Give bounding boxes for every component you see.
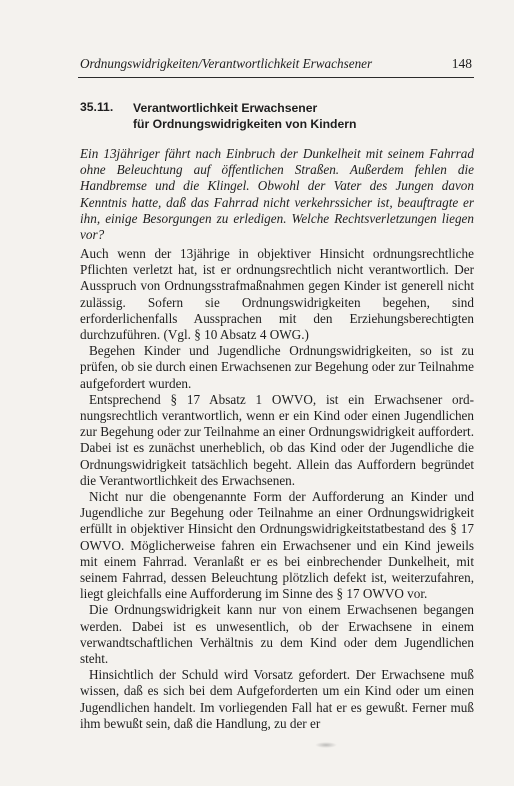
section-title-line-1: Verantwortlichkeit Erwachsener — [133, 101, 318, 115]
case-question: Ein 13jähriger fährt nach Einbruch der Dunkelheit mit seinem Fahrrad ohne Beleuchtung auf öffentlichen Straßen. Außerdem fehlen die Handbremse und die Klingel. Obwohl der Vater des Jungen davon Kenntnis hatte, daß das Fahrrad nicht verkehrssicher ist, beauftragte er ihn, einige Besorgungen zu erledigen. Welche Rechtsverletzungen liegen vor? — [80, 146, 474, 243]
paragraph-5: Die Ordnungswidrigkeit kann nur von einem Erwachsenen begangen werden. Dabei ist es unwesentlich, ob der Erwachsene in einem verwandtschaftlichen Verhältnis zu dem Kind oder dem Jugendlichen steht. — [80, 602, 474, 667]
running-header — [80, 56, 472, 72]
page-number: 148 — [451, 56, 472, 71]
section-number: 35.11. — [80, 100, 114, 114]
section-title — [133, 100, 356, 132]
running-title: Ordnungswidrigkeiten/Verantwortlichkeit Erwachsener — [80, 56, 373, 71]
scan-smudge — [315, 742, 337, 748]
paragraph-2: Begehen Kinder und Jugendliche Ordnungswidrigkeiten, so ist zu prüfen, ob sie durch einen Erwachsenen zur Begehung oder zur Teilnahme aufgefordert wurden. — [80, 343, 474, 391]
section-title-line-2: für Ordnungswidrigkeiten von Kindern — [133, 117, 357, 131]
paragraph-6: Hinsichtlich der Schuld wird Vorsatz gefordert. Der Erwachsene muß wissen, daß es sich bei dem Aufgeforderten um ein Kind oder um einen Jugendlichen handelt. Im vorliegenden Fall hat er es gewußt. Ferner muß ihm bewußt sein, daß die Handlung, zu der er — [80, 667, 474, 731]
paragraph-3: Entsprechend § 17 Absatz 1 OWVO, ist ein Erwachsener ordnungsrechtlich verantwortlich, wenn er ein Kind oder einen Jugendlichen zur Begehung oder zur Teilnahme an einer Ordnungswidrigkeit auffordert. Dabei ist es zunächst unerheblich, ob das Kind oder der Jugendliche die Ordnungswidrigkeit tatsächlich begeht. Allein das Auffordern begründet die Verantwortlichkeit des Erwachsenen. — [80, 391, 474, 488]
body-text — [80, 246, 474, 732]
paragraph-1: Auch wenn der 13jährige in objektiver Hinsicht ordnungsrechtliche Pflichten verletzt hat, ist er ordnungsrechtlich nicht verantwortlich. Der Ausspruch von Ordnungsstrafmaßnahmen gegen Kinder ist generell nicht zulässig. Sofern sie Ordnungswidrigkeiten begehen, sind erforderlichenfalls Aussprachen mit den Erziehungsberechtigten durchzuführen. (Vgl. § 10 Absatz 4 OWG.) — [80, 246, 474, 343]
paragraph-4: Nicht nur die obengenannte Form der Aufforderung an Kinder und Jugendliche zur Begehung oder Teilnahme an einer Ordnungswidrigkeit erfüllt in objektiver Hinsicht den Ordnungswidrigkeitstatbestand des § 17 OWVO. Möglicherweise fahren ein Erwachsener und ein Kind jeweils mit einem Fahrrad. Veranlaßt er es bei einbrechender Dunkelheit, mit seinem Fahrrad, dessen Beleuchtung plötzlich defekt ist, weiterzufahren, liegt gleichfalls eine Aufforderung im Sinne des § 17 OWVO vor. — [80, 489, 474, 602]
header-rule — [78, 77, 474, 78]
